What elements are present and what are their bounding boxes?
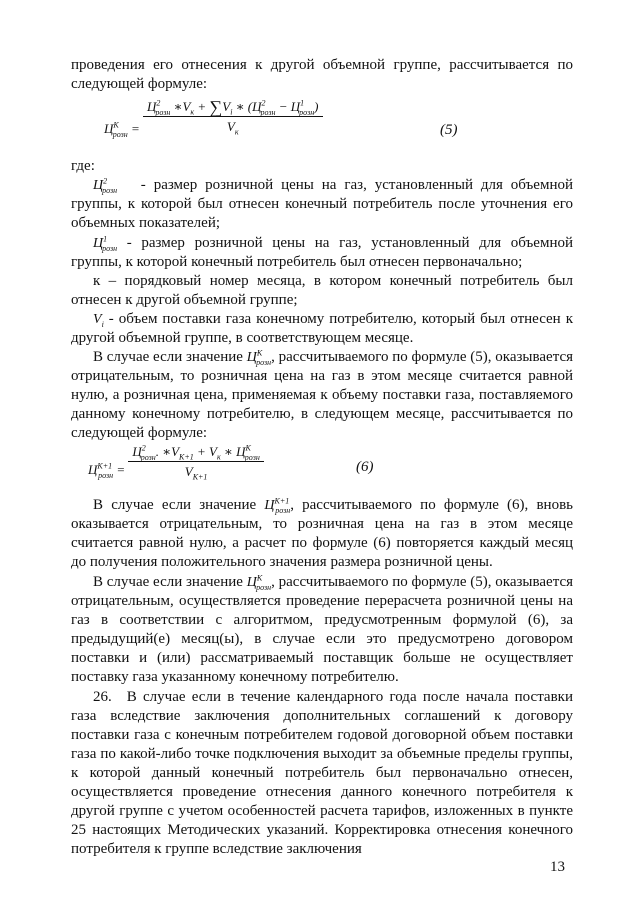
formula-6-number: (6) — [356, 459, 374, 475]
where-label: где: — [71, 158, 95, 174]
paragraph-case-3: В случае если значение $Ц^К_{розн}$, рассчитываемого по формуле (5), оказывается отрицательным, осуществляется проведение перерасчета розничной цены на газ в соответствии с алгоритмом, предусмотренным формулой (6), за предыдущий(е) месяц(ы), в случае если это предусмотрено договором поставки и (или) рассматриваемый поставщик больше не осуществляет поставку газа указанному конечному потребителю. — [71, 573, 573, 685]
formula-5-numerator: $Ц^2_{розн}$ $∗V_к + \sum V_i$ ∗ $(Ц^2_{розн} - Ц^1_{розн})$ — [146, 97, 319, 117]
sum-sign: ∑ — [209, 97, 223, 117]
paragraph-26: 26. В случае если в течение календарного года после начала поставки газа вследствие заключения дополнительных соглашений к договору поставки газа с конечным потребителем годовой договорной объем поставки газа по какой-либо точке подключения выходит за объемные пределы группы, к которой данный конечный потребитель был первоначально отнесен, осуществляется проведение отнесения данного конечного потребителя к другой группе с учетом особенностей расчета тарифов, изложенных в пункте 25 настоящих Методических указаний. Корректировка отнесения конечного потребителя к группе вследствие заключения — [71, 689, 573, 857]
formula-5-lhs: $Ц^К_{розн}$ = — [104, 120, 140, 139]
formula-5 — [104, 96, 323, 139]
definition-vi: $V_i$ - объем поставки газа конечному потребителю, который был отнесен к другой объемной группе, в соответствующем месяце. — [71, 311, 573, 346]
formula-5-fraction — [143, 96, 323, 136]
formula-6 — [88, 442, 264, 481]
definition-c2: $Ц^2_{розн}$ - размер розничной цены на газ, установленный для объемной группы, к которой был отнесен конечный потребитель после уточнения его объемных показателей; — [71, 176, 574, 231]
formula-5-denominator: $V_к$ — [143, 116, 323, 136]
page-number: 13 — [550, 859, 565, 875]
paragraph-case-1: В случае если значение $Ц^К_{розн}$, рассчитываемого по формуле (5), оказывается отрицательным, то розничная цена на газ в этом месяце считается равной нулю, а розничная цена, применяемая к объему поставки газа, поставляемого данному конечному потребителю, в следующем месяце, рассчитывается по следующей формуле: — [71, 348, 573, 441]
formula-6-lhs: $Ц^{К+1}_{розн}$ = — [88, 462, 126, 481]
paragraph-case-2: В случае если значение $Ц^{К+1}_{розн}$, рассчитываемого по формуле (6), вновь оказывается отрицательным, то розничная цена на газ в этом месяце считается равной нулю, а расчет по формуле (6) повторяется каждый месяц до получения положительного значения размера розничной цены. — [71, 496, 573, 570]
definition-c1: $Ц^1_{розн}$ - размер розничной цены на газ, установленный для объемной группы, к которой конечный потребитель был отнесен первоначально; — [71, 234, 573, 270]
formula-6-denominator: $V_{К+1}$ — [128, 461, 263, 481]
formula-6-fraction — [128, 442, 263, 481]
formula-5-number: (5) — [440, 122, 458, 138]
formula-6-numerator: $Ц^2_{розн}$. $∗V_{К+1} + V_к$ ∗ $Ц^К_{розн}$ — [132, 443, 260, 462]
definition-k: к – порядковый номер месяца, в котором конечный потребитель был отнесен к другой объемной группе; — [71, 273, 573, 308]
paragraph-intro: проведения его отнесения к другой объемной группе, рассчитывается по следующей формуле: — [71, 57, 573, 92]
